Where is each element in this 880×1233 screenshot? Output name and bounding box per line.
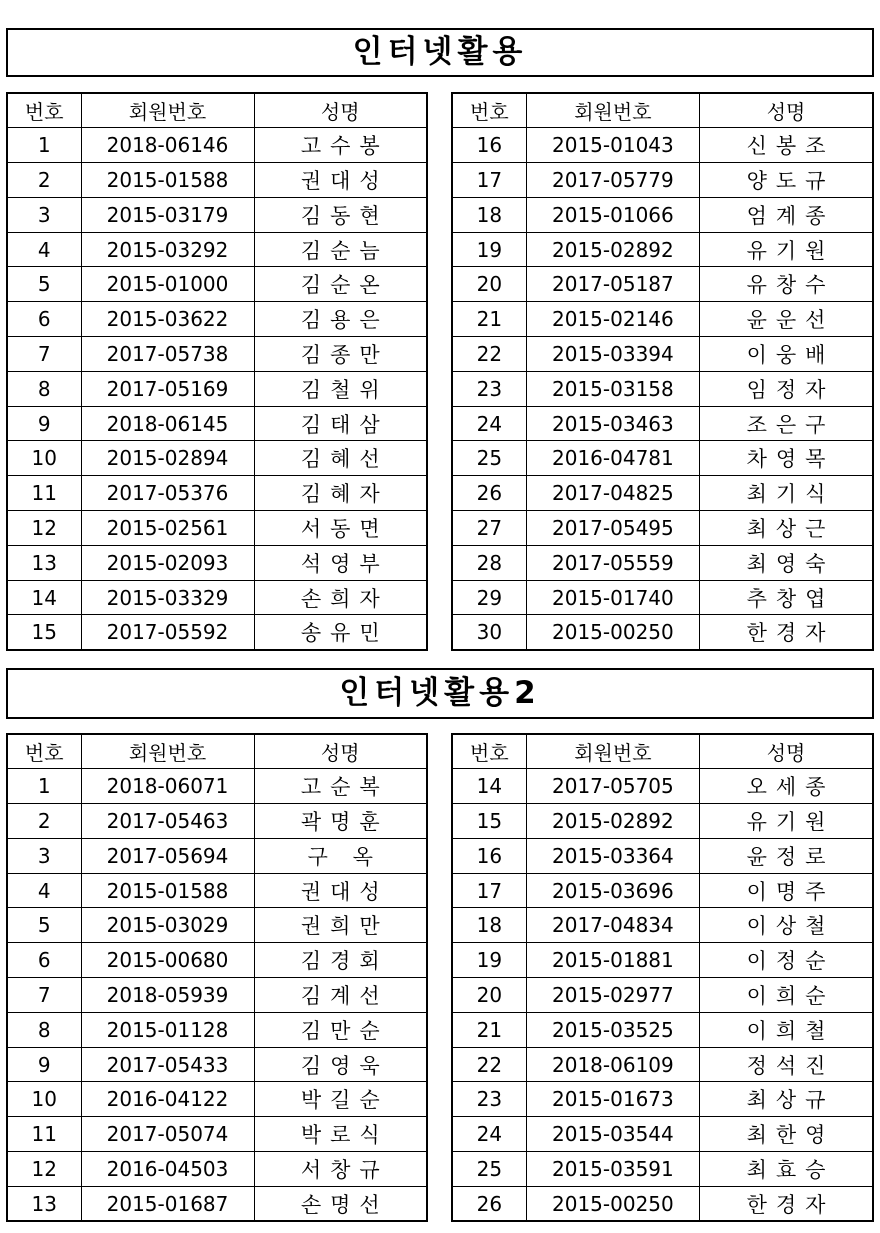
cell-member-id: 2017-05433: [81, 1047, 254, 1082]
table-row: [7, 128, 427, 163]
cell-member-id: 2017-05495: [526, 511, 699, 546]
cell-member-id: 2015-02561: [81, 511, 254, 546]
cell-member-id: 2015-03696: [526, 873, 699, 908]
table-row: [452, 1152, 873, 1187]
cell-name: 유기원: [700, 804, 873, 839]
cell-name: 김종만: [254, 337, 427, 372]
cell-member-id: 2015-01128: [81, 1012, 254, 1047]
cell-member-id: 2015-02892: [526, 232, 699, 267]
table-row: [452, 267, 873, 302]
cell-no: 10: [7, 441, 81, 476]
header-row: [7, 93, 427, 128]
cell-name: 김혜선: [254, 441, 427, 476]
cell-member-id: 2017-05705: [526, 769, 699, 804]
cell-name: 김경회: [254, 943, 427, 978]
cell-member-id: 2015-02977: [526, 978, 699, 1013]
cell-name: 유기원: [700, 232, 873, 267]
table-row: [452, 232, 873, 267]
cell-no: 20: [452, 978, 526, 1013]
cell-no: 16: [452, 838, 526, 873]
cell-no: 2: [7, 163, 81, 198]
cell-member-id: 2016-04781: [526, 441, 699, 476]
table-row: [452, 476, 873, 511]
table-row: [452, 163, 873, 198]
roster-table-a-right: [451, 92, 874, 651]
table-row: [452, 873, 873, 908]
table-row: [452, 1047, 873, 1082]
cell-member-id: 2015-03179: [81, 197, 254, 232]
cell-no: 2: [7, 804, 81, 839]
cell-name: 이희철: [700, 1012, 873, 1047]
cell-no: 25: [452, 441, 526, 476]
cell-name: 임정자: [700, 371, 873, 406]
cell-no: 11: [7, 1117, 81, 1152]
header-no: 번호: [7, 734, 81, 769]
table-row: [7, 1186, 427, 1221]
table-row: [7, 838, 427, 873]
cell-name: 고수봉: [254, 128, 427, 163]
cell-member-id: 2015-01588: [81, 163, 254, 198]
table-row: [452, 441, 873, 476]
cell-name: 김영욱: [254, 1047, 427, 1082]
cell-member-id: 2015-01740: [526, 580, 699, 615]
header-no: 번호: [452, 93, 526, 128]
cell-no: 23: [452, 371, 526, 406]
table-row: [452, 580, 873, 615]
cell-name: 엄계종: [700, 197, 873, 232]
roster-table-b-left: [6, 733, 428, 1222]
cell-member-id: 2017-04834: [526, 908, 699, 943]
table-row: [7, 232, 427, 267]
header-name: 성명: [254, 734, 427, 769]
cell-name: 김용은: [254, 302, 427, 337]
cell-name: 김계선: [254, 978, 427, 1013]
cell-member-id: 2015-00250: [526, 615, 699, 650]
cell-member-id: 2017-05376: [81, 476, 254, 511]
cell-name: 최영숙: [700, 545, 873, 580]
cell-member-id: 2015-03525: [526, 1012, 699, 1047]
table-row: [7, 1152, 427, 1187]
table-row: [452, 769, 873, 804]
cell-no: 5: [7, 267, 81, 302]
cell-no: 24: [452, 406, 526, 441]
cell-member-id: 2017-05779: [526, 163, 699, 198]
cell-name: 이상철: [700, 908, 873, 943]
cell-no: 23: [452, 1082, 526, 1117]
cell-name: 이명주: [700, 873, 873, 908]
table-row: [7, 545, 427, 580]
cell-no: 26: [452, 476, 526, 511]
cell-no: 27: [452, 511, 526, 546]
cell-name: 박로식: [254, 1117, 427, 1152]
cell-name: 고순복: [254, 769, 427, 804]
cell-no: 24: [452, 1117, 526, 1152]
cell-no: 5: [7, 908, 81, 943]
cell-no: 17: [452, 873, 526, 908]
table-row: [7, 302, 427, 337]
cell-no: 12: [7, 511, 81, 546]
table-row: [452, 302, 873, 337]
cell-name: 정석진: [700, 1047, 873, 1082]
cell-member-id: 2015-00250: [526, 1186, 699, 1221]
cell-no: 17: [452, 163, 526, 198]
cell-name: 송유민: [254, 615, 427, 650]
table-row: [7, 1117, 427, 1152]
cell-member-id: 2015-03463: [526, 406, 699, 441]
cell-no: 3: [7, 197, 81, 232]
cell-member-id: 2015-03292: [81, 232, 254, 267]
cell-member-id: 2015-01687: [81, 1186, 254, 1221]
section-title-internet: 인터넷활용: [6, 28, 874, 77]
cell-no: 29: [452, 580, 526, 615]
cell-name: 추창엽: [700, 580, 873, 615]
cell-name: 김순온: [254, 267, 427, 302]
cell-member-id: 2015-02892: [526, 804, 699, 839]
table-row: [452, 978, 873, 1013]
cell-no: 7: [7, 337, 81, 372]
cell-member-id: 2017-05074: [81, 1117, 254, 1152]
table-row: [452, 908, 873, 943]
cell-member-id: 2015-00680: [81, 943, 254, 978]
cell-no: 3: [7, 838, 81, 873]
cell-member-id: 2017-05738: [81, 337, 254, 372]
cell-name: 이희순: [700, 978, 873, 1013]
cell-no: 13: [7, 1186, 81, 1221]
cell-name: 이정순: [700, 943, 873, 978]
cell-member-id: 2015-03591: [526, 1152, 699, 1187]
cell-member-id: 2015-03394: [526, 337, 699, 372]
cell-member-id: 2017-05463: [81, 804, 254, 839]
cell-name: 신봉조: [700, 128, 873, 163]
table-row: [7, 978, 427, 1013]
cell-no: 12: [7, 1152, 81, 1187]
cell-name: 권희만: [254, 908, 427, 943]
cell-no: 18: [452, 197, 526, 232]
cell-member-id: 2016-04122: [81, 1082, 254, 1117]
cell-name: 한경자: [700, 1186, 873, 1221]
header-name: 성명: [254, 93, 427, 128]
cell-no: 18: [452, 908, 526, 943]
cell-no: 19: [452, 943, 526, 978]
cell-no: 10: [7, 1082, 81, 1117]
cell-name: 한경자: [700, 615, 873, 650]
table-row: [7, 406, 427, 441]
cell-name: 김태삼: [254, 406, 427, 441]
cell-member-id: 2015-01673: [526, 1082, 699, 1117]
cell-no: 11: [7, 476, 81, 511]
table-row: [452, 1012, 873, 1047]
cell-no: 1: [7, 128, 81, 163]
cell-member-id: 2018-06071: [81, 769, 254, 804]
cell-no: 26: [452, 1186, 526, 1221]
cell-name: 권대성: [254, 873, 427, 908]
cell-member-id: 2018-06109: [526, 1047, 699, 1082]
cell-no: 16: [452, 128, 526, 163]
cell-name: 구 옥: [254, 838, 427, 873]
cell-no: 7: [7, 978, 81, 1013]
table-row: [7, 769, 427, 804]
cell-member-id: 2017-05694: [81, 838, 254, 873]
table-row: [452, 197, 873, 232]
table-row: [452, 371, 873, 406]
table-row: [452, 545, 873, 580]
table-row: [452, 615, 873, 650]
table-row: [7, 267, 427, 302]
cell-name: 서창규: [254, 1152, 427, 1187]
roster-table-a-left: [6, 92, 428, 651]
cell-member-id: 2015-02093: [81, 545, 254, 580]
cell-no: 25: [452, 1152, 526, 1187]
cell-member-id: 2015-03622: [81, 302, 254, 337]
cell-no: 4: [7, 873, 81, 908]
table-row: [452, 1117, 873, 1152]
section-title-internet-2: 인터넷활용2: [6, 668, 874, 719]
table-row: [7, 1047, 427, 1082]
cell-member-id: 2018-06146: [81, 128, 254, 163]
header-member-id: 회원번호: [81, 734, 254, 769]
cell-member-id: 2015-02146: [526, 302, 699, 337]
table-row: [7, 908, 427, 943]
cell-member-id: 2015-03544: [526, 1117, 699, 1152]
header-no: 번호: [7, 93, 81, 128]
table-row: [452, 1186, 873, 1221]
cell-name: 양도규: [700, 163, 873, 198]
cell-name: 김혜자: [254, 476, 427, 511]
cell-no: 13: [7, 545, 81, 580]
header-member-id: 회원번호: [526, 93, 699, 128]
cell-no: 14: [452, 769, 526, 804]
cell-member-id: 2017-05169: [81, 371, 254, 406]
cell-name: 이웅배: [700, 337, 873, 372]
header-row: [452, 734, 873, 769]
cell-name: 손희자: [254, 580, 427, 615]
cell-name: 석영부: [254, 545, 427, 580]
header-no: 번호: [452, 734, 526, 769]
cell-no: 20: [452, 267, 526, 302]
table-row: [452, 511, 873, 546]
table-row: [452, 804, 873, 839]
table-row: [7, 511, 427, 546]
cell-no: 22: [452, 337, 526, 372]
cell-member-id: 2015-01881: [526, 943, 699, 978]
cell-name: 김만순: [254, 1012, 427, 1047]
cell-name: 김철위: [254, 371, 427, 406]
cell-no: 19: [452, 232, 526, 267]
cell-member-id: 2018-06145: [81, 406, 254, 441]
table-row: [7, 371, 427, 406]
header-name: 성명: [700, 93, 873, 128]
cell-name: 곽명훈: [254, 804, 427, 839]
table-row: [7, 615, 427, 650]
cell-member-id: 2015-01066: [526, 197, 699, 232]
table-row: [7, 943, 427, 978]
table-row: [7, 873, 427, 908]
cell-member-id: 2015-01000: [81, 267, 254, 302]
cell-member-id: 2015-01043: [526, 128, 699, 163]
cell-no: 8: [7, 1012, 81, 1047]
cell-name: 차영목: [700, 441, 873, 476]
table-row: [7, 163, 427, 198]
table-row: [7, 476, 427, 511]
header-row: [452, 93, 873, 128]
cell-no: 30: [452, 615, 526, 650]
cell-member-id: 2017-05592: [81, 615, 254, 650]
cell-member-id: 2015-02894: [81, 441, 254, 476]
header-member-id: 회원번호: [81, 93, 254, 128]
table-row: [452, 838, 873, 873]
cell-no: 4: [7, 232, 81, 267]
cell-no: 21: [452, 1012, 526, 1047]
table-row: [452, 406, 873, 441]
cell-member-id: 2015-01588: [81, 873, 254, 908]
cell-no: 8: [7, 371, 81, 406]
cell-no: 9: [7, 1047, 81, 1082]
cell-no: 22: [452, 1047, 526, 1082]
table-row: [452, 337, 873, 372]
table-row: [7, 804, 427, 839]
cell-no: 6: [7, 302, 81, 337]
cell-member-id: 2017-05187: [526, 267, 699, 302]
cell-member-id: 2016-04503: [81, 1152, 254, 1187]
cell-member-id: 2017-05559: [526, 545, 699, 580]
cell-member-id: 2015-03364: [526, 838, 699, 873]
cell-name: 권대성: [254, 163, 427, 198]
table-row: [452, 1082, 873, 1117]
header-row: [7, 734, 427, 769]
table-row: [7, 441, 427, 476]
table-row: [452, 128, 873, 163]
roster-table-b-right: [451, 733, 874, 1222]
cell-name: 최한영: [700, 1117, 873, 1152]
cell-name: 서동면: [254, 511, 427, 546]
cell-member-id: 2018-05939: [81, 978, 254, 1013]
cell-name: 김동현: [254, 197, 427, 232]
cell-member-id: 2017-04825: [526, 476, 699, 511]
cell-no: 28: [452, 545, 526, 580]
cell-name: 오세종: [700, 769, 873, 804]
cell-name: 최효승: [700, 1152, 873, 1187]
table-row: [7, 580, 427, 615]
cell-no: 15: [452, 804, 526, 839]
cell-name: 조은구: [700, 406, 873, 441]
table-row: [7, 1012, 427, 1047]
cell-no: 6: [7, 943, 81, 978]
table-row: [7, 1082, 427, 1117]
cell-no: 14: [7, 580, 81, 615]
cell-no: 9: [7, 406, 81, 441]
cell-name: 유창수: [700, 267, 873, 302]
table-row: [452, 943, 873, 978]
table-row: [7, 337, 427, 372]
header-member-id: 회원번호: [526, 734, 699, 769]
cell-member-id: 2015-03029: [81, 908, 254, 943]
cell-no: 21: [452, 302, 526, 337]
cell-name: 윤운선: [700, 302, 873, 337]
cell-member-id: 2015-03158: [526, 371, 699, 406]
table-row: [7, 197, 427, 232]
cell-name: 손명선: [254, 1186, 427, 1221]
cell-name: 김순늠: [254, 232, 427, 267]
cell-name: 최상규: [700, 1082, 873, 1117]
cell-name: 최상근: [700, 511, 873, 546]
cell-name: 최기식: [700, 476, 873, 511]
cell-member-id: 2015-03329: [81, 580, 254, 615]
cell-no: 15: [7, 615, 81, 650]
cell-name: 윤정로: [700, 838, 873, 873]
cell-name: 박길순: [254, 1082, 427, 1117]
cell-no: 1: [7, 769, 81, 804]
header-name: 성명: [700, 734, 873, 769]
